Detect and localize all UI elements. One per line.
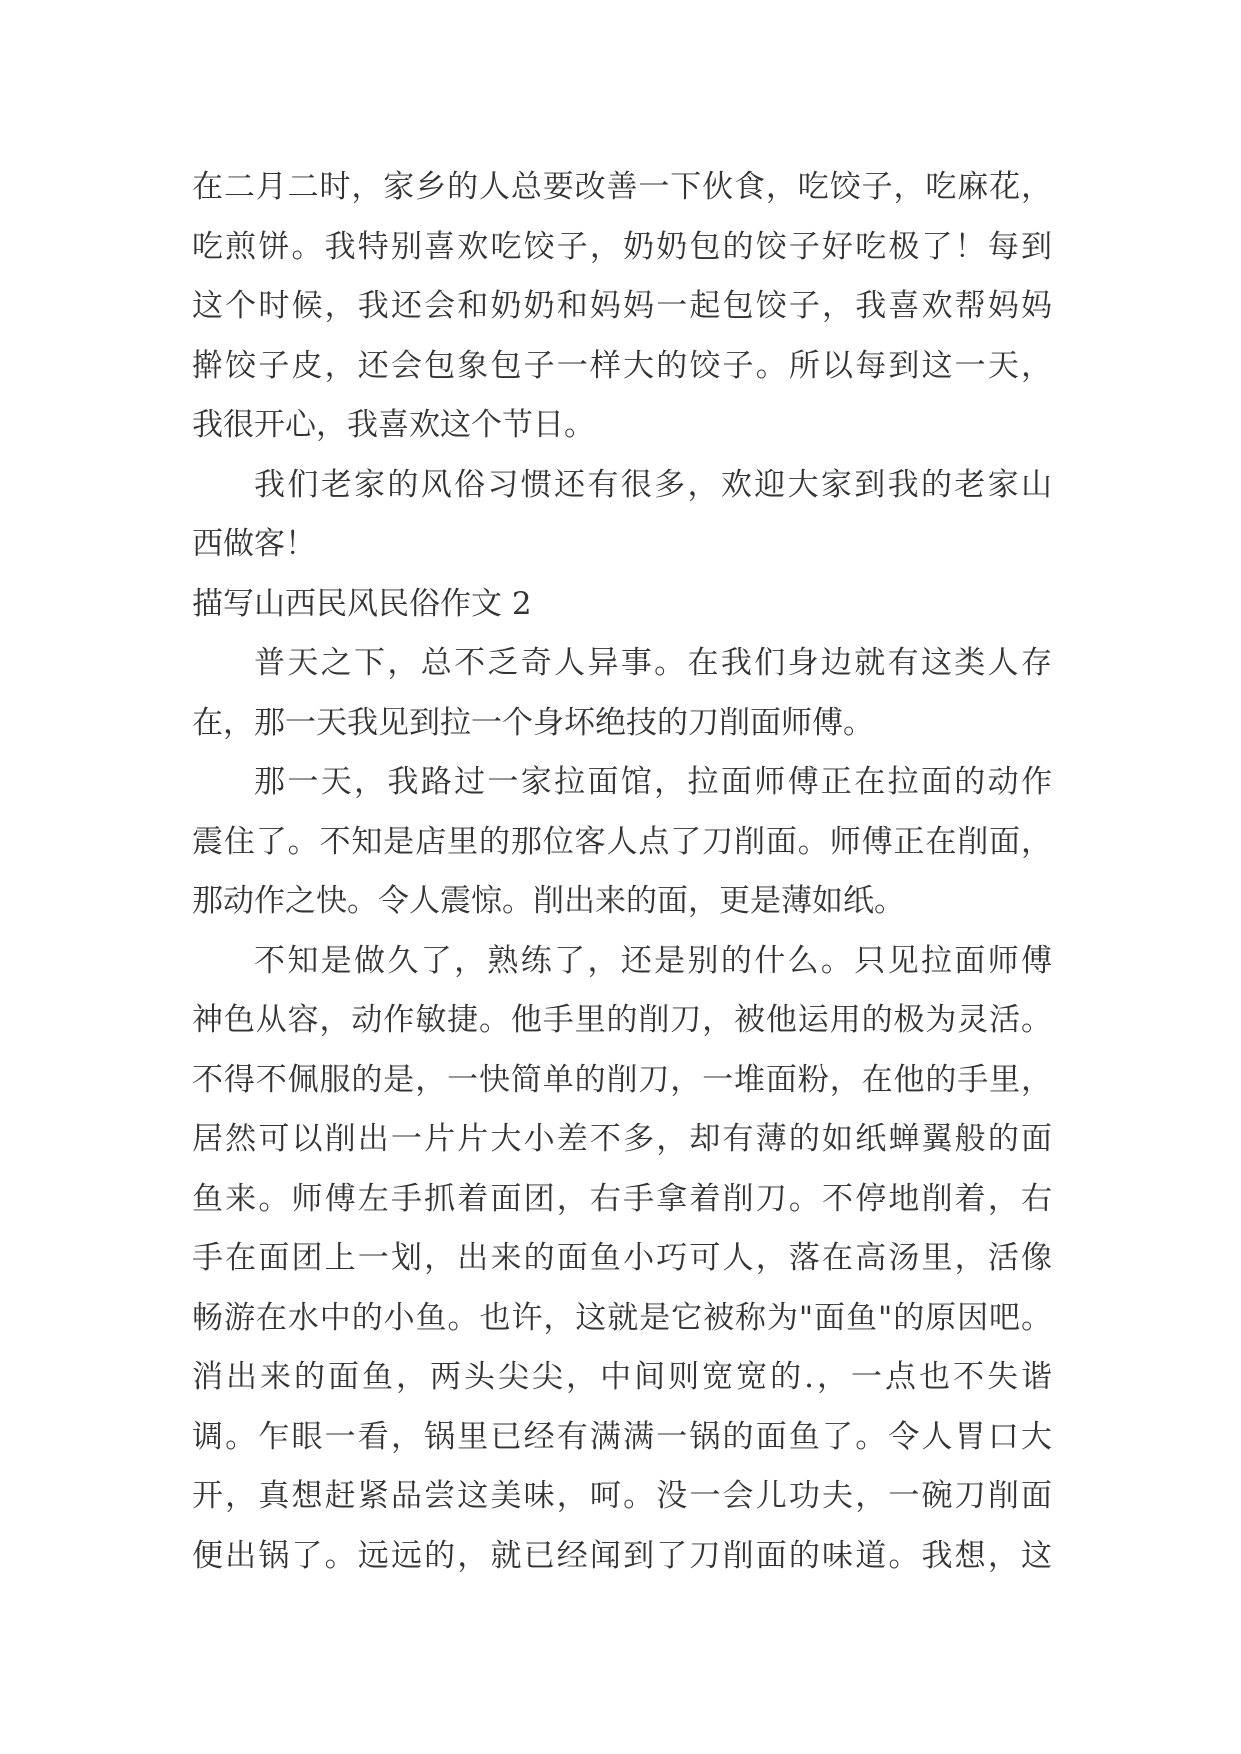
text-line: 畅游在水中的小鱼。也许，这就是它被称为"面鱼"的原因吧。 <box>192 1299 1052 1336</box>
text-line: 不知是做久了，熟练了，还是别的什么。只见拉面师傅 <box>254 942 1052 979</box>
text-line: 手在面团上一划，出来的面鱼小巧可人，落在高汤里，活像 <box>192 1240 1052 1276</box>
text-line: 吃煎饼。我特别喜欢吃饺子，奶奶包的饺子好吃极了！每到 <box>192 228 1052 265</box>
text-line: 不得不佩服的是，一快简单的削刀，一堆面粉，在他的手里， <box>192 1061 1052 1098</box>
text-line: 居然可以削出一片片大小差不多，却有薄的如纸蝉翼般的面 <box>192 1121 1052 1157</box>
text-line: 西做客！ <box>192 526 316 562</box>
text-line: 擀饺子皮，还会包象包子一样大的饺子。所以每到这一天， <box>192 347 1052 384</box>
text-line: 调。乍眼一看，锅里已经有满满一锅的面鱼了。令人胃口大 <box>192 1418 1052 1455</box>
text-line: 鱼来。师傅左手抓着面团，右手拿着削刀。不停地削着，右 <box>192 1180 1052 1217</box>
text-line: 便出锅了。远远的，就已经闻到了刀削面的味道。我想，这 <box>192 1537 1052 1574</box>
text-line: 那动作之快。令人震惊。削出来的面，更是薄如纸。 <box>192 883 905 919</box>
text-line: 我很开心，我喜欢这个节日。 <box>192 407 595 443</box>
text-line: 震住了。不知是店里的那位客人点了刀削面。师傅正在削面， <box>192 823 1052 860</box>
text-line: 普天之下，总不乏奇人异事。在我们身边就有这类人存 <box>254 645 1052 681</box>
text-line: 我们老家的风俗习惯还有很多，欢迎大家到我的老家山 <box>254 466 1052 503</box>
document-body <box>192 158 1052 1586</box>
text-line: 开，真想赶紧品尝这美味，呵。没一会儿功夫，一碗刀削面 <box>192 1478 1052 1514</box>
text-line: 在二月二时，家乡的人总要改善一下伙食，吃饺子，吃麻花， <box>192 169 1052 205</box>
text-line: 消出来的面鱼，两头尖尖，中间则宽宽的.，一点也不失谐 <box>192 1359 1052 1395</box>
text-line: 那一天，我路过一家拉面馆，拉面师傅正在拉面的动作 <box>254 764 1052 800</box>
text-line: 在，那一天我见到拉一个身坏绝技的刀削面师傅。 <box>192 704 874 741</box>
text-line: 这个时候，我还会和奶奶和妈妈一起包饺子，我喜欢帮妈妈 <box>192 288 1052 324</box>
section-heading: 描写山西民风民俗作文 2 <box>192 585 532 622</box>
text-line: 神色从容，动作敏捷。他手里的削刀，被他运用的极为灵活。 <box>192 1002 1052 1038</box>
